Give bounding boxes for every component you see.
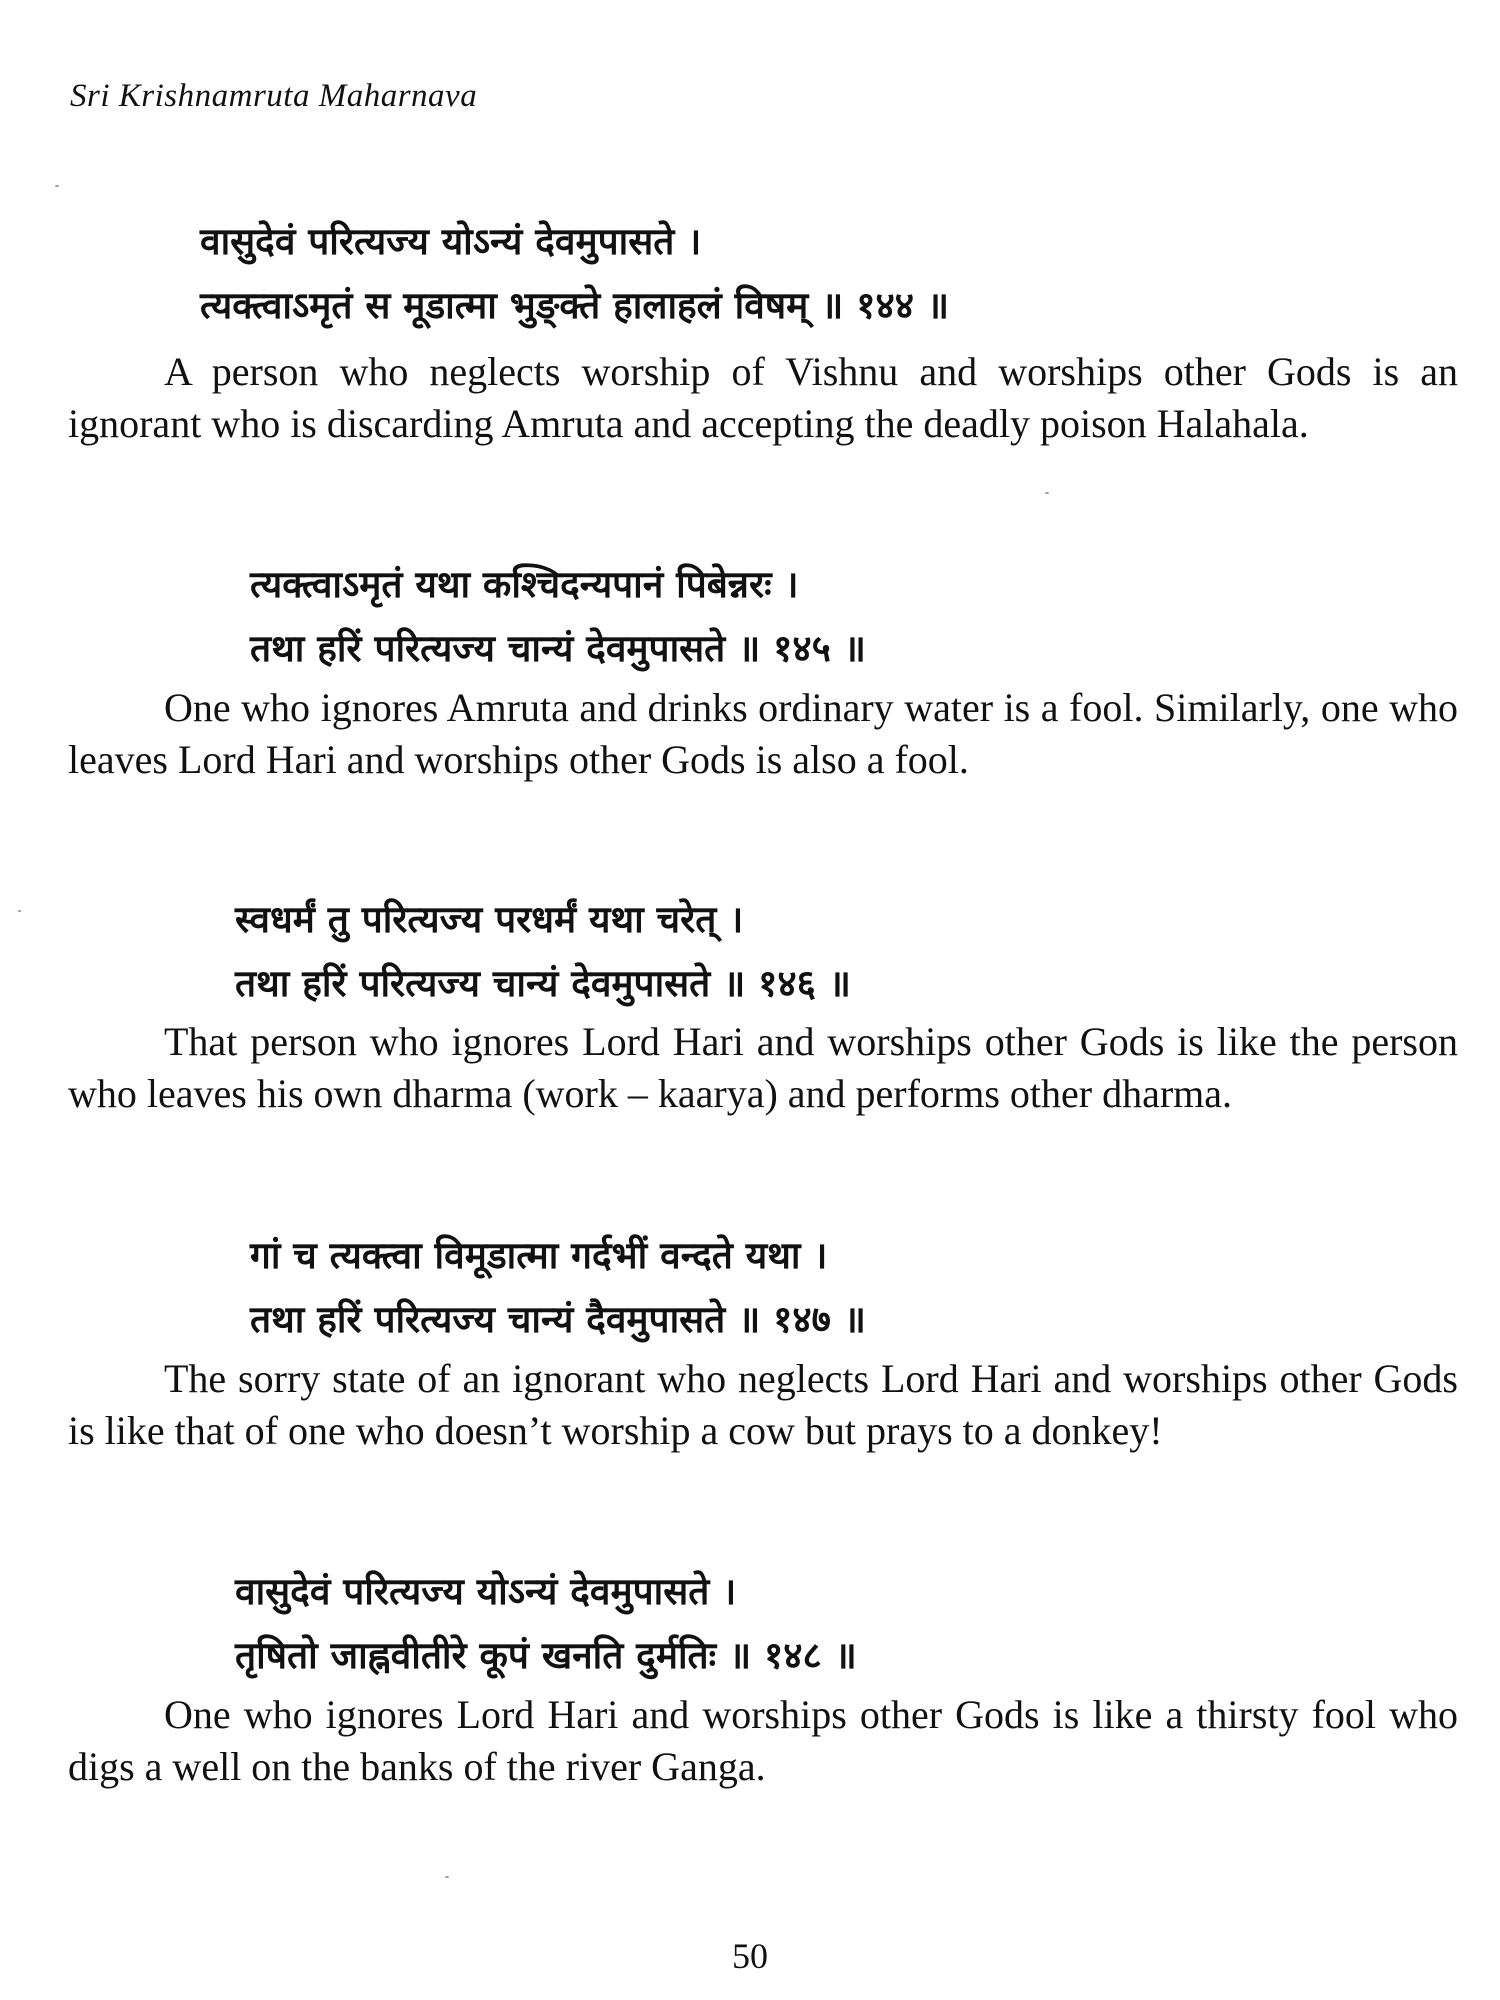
verse-145: [250, 553, 866, 681]
translation-paragraph: One who ignores Amruta and drinks ordinary water is a fool. Similarly, one who leaves Lord Hari and worships other Gods is also a fool.: [68, 685, 1458, 782]
translation-paragraph: One who ignores Lord Hari and worships other Gods is like a thirsty fool who digs a well on the banks of the river Ganga.: [68, 1692, 1458, 1789]
translation-paragraph: A person who neglects worship of Vishnu and worships other Gods is an ignorant who is discarding Amruta and accepting the deadly poison Halahala.: [68, 349, 1458, 446]
verse-146: [235, 888, 851, 1016]
verse-144: [200, 210, 949, 338]
verse-line: त्यक्त्वाऽमृतं स मूडात्मा भुङ्क्ते हालाहलं विषम् ॥ १४४ ॥: [200, 284, 949, 327]
verse-line: तथा हरिं परित्यज्य चान्यं दैवमुपासते ॥ १४७ ॥: [250, 1298, 866, 1341]
running-header: Sri Krishnamruta Maharnava: [70, 78, 478, 114]
translation-paragraph: That person who ignores Lord Hari and worships other Gods is like the person who leaves his own dharma (work – kaarya) and performs other dharma.: [68, 1019, 1458, 1116]
scan-speck: [18, 910, 21, 912]
verse-line: वासुदेवं परित्यज्य योऽन्यं देवमुपासते ।: [235, 1570, 737, 1613]
scan-speck: [1045, 492, 1049, 494]
page-number: 50: [732, 1936, 768, 1976]
scan-speck: [55, 185, 59, 187]
scan-speck: [445, 1876, 449, 1878]
verse-line: स्वधर्मं तु परित्यज्य परधर्मं यथा चरेत् ।: [235, 898, 744, 941]
verse-line: तथा हरिं परित्यज्य चान्यं देवमुपासते ॥ १४५ ॥: [250, 627, 866, 670]
verse-line: त्यक्त्वाऽमृतं यथा कश्चिदन्यपानं पिबेन्नरः ।: [250, 563, 799, 606]
translation-paragraph: The sorry state of an ignorant who neglects Lord Hari and worships other Gods is like that of one who doesn’t worship a cow but prays to a donkey!: [68, 1356, 1458, 1453]
verse-line: वासुदेवं परित्यज्य योऽन्यं देवमुपासते ।: [200, 220, 702, 263]
verse-147: [250, 1224, 866, 1352]
verse-line: तथा हरिं परित्यज्य चान्यं देवमुपासते ॥ १४६ ॥: [235, 962, 851, 1005]
verse-line: तृषितो जाह्नवीतीरे कूपं खनति दुर्मतिः ॥ १४८ ॥: [235, 1634, 857, 1677]
verse-line: गां च त्यक्त्वा विमूडात्मा गर्दभीं वन्दते यथा ।: [250, 1234, 828, 1277]
verse-148: [235, 1560, 857, 1688]
